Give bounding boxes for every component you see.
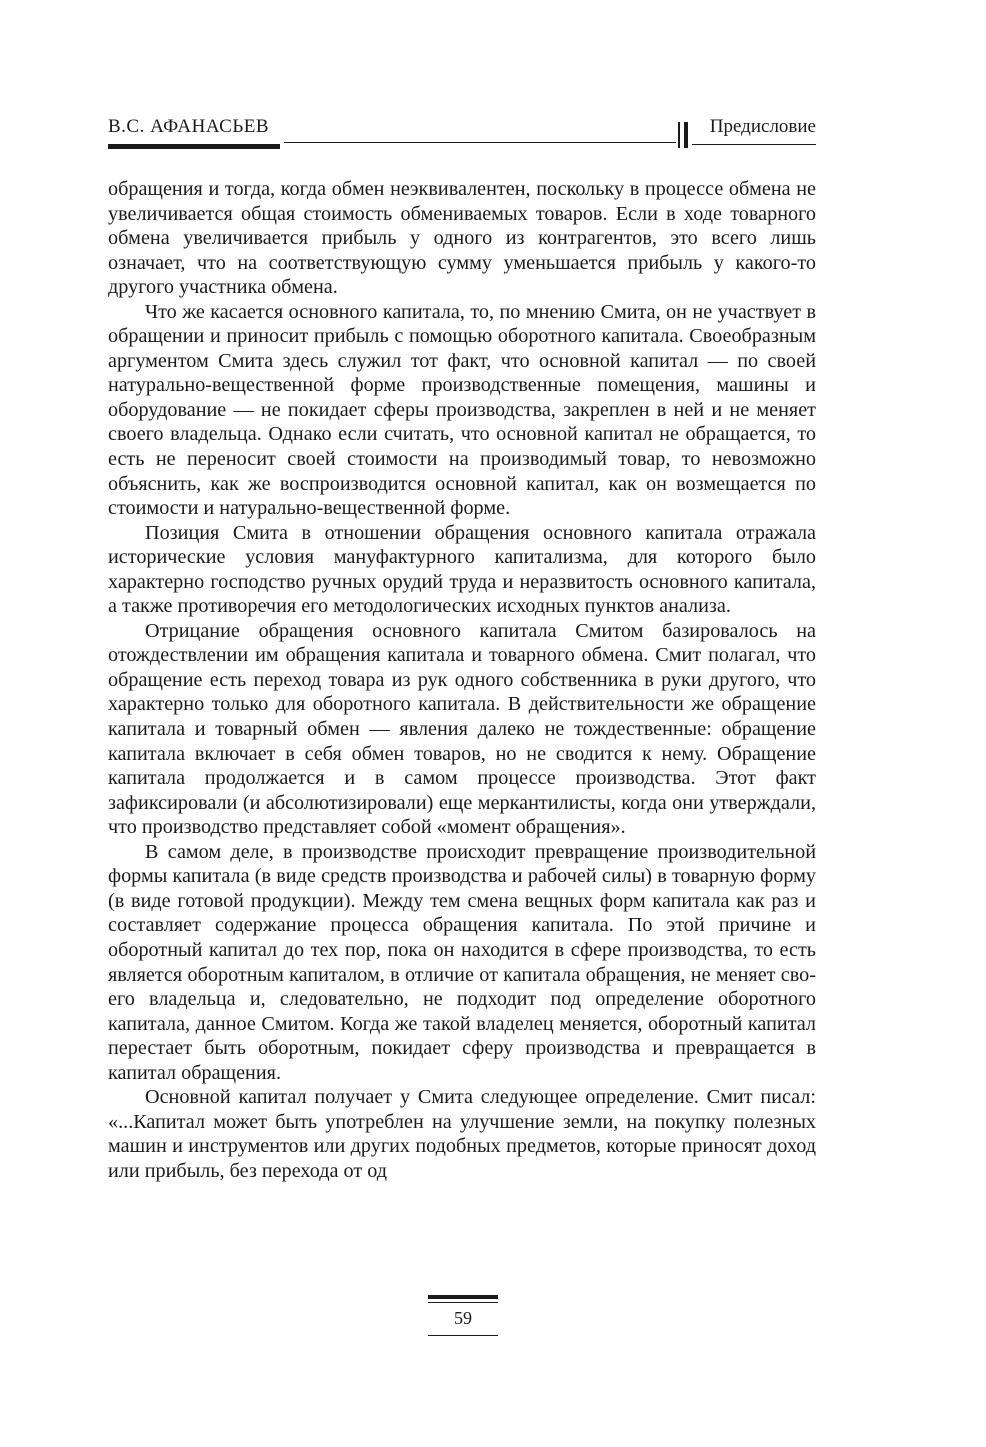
page-folio [428, 1295, 498, 1341]
paragraph-1: обращения и тогда, когда обмен неэквивалентен, поскольку в процессе обмена не увеличивается общая стоимость обмениваемых товаров. Если в ходе товарного обмена увеличивается прибыль у одного из контрагентов, это всего лишь означает, что на соответствующую сумму уменьшается прибыль у какого-то другого участника обмена. [108, 178, 816, 299]
running-header [108, 112, 816, 156]
paragraph-3: Позиция Смита в отношении обращения основного капитала отражала исторические условия мануфактурного капитализма, для которого было характерно господство ручных орудий труда и неразвитость основного капитала, а также противоречия его методологических исходных пунктов анализа. [108, 521, 816, 618]
running-header-section-title: Предисловие [709, 116, 816, 137]
folio-rule-thin [428, 1302, 498, 1303]
header-rule [284, 142, 676, 143]
header-section-underline [692, 144, 816, 145]
paragraph-2: Что же касается основного капитала, то, по мнению Смита, он не участвует в обращении и приносит прибыль с помощью оборотного капитала. Своеобразным аргументом Смита здесь служил тот факт, что основной капитал — по своей натурально-вещественной форме производственные помещения, машины и оборудование — не покидает сферы производства, закреплен в ней и не меняет своего владельца. Однако если считать, что основной капитал не обращается, то есть не переносит своей стоимости на производимый товар, то невозможно объяснить, как же воспроизводится основной капитал, как он возмещается по стоимости и натурально-вещественной форме. [108, 300, 816, 520]
page-number: 59 [454, 1308, 472, 1328]
header-divider-thin [678, 122, 680, 148]
header-author-underline [108, 144, 280, 149]
paragraph-4: Отрицание обращения основного капитала Смитом базировалось на отождествлении им обращения капитала и товарного обмена. Смит полагал, что обращение есть переход товара из рук одного собственника в руки другого, что характерно только для оборотного капитала. В действительности же обращение капитала и товарный обмен — явления далеко не тождественные: обращение капитала включает в себя обмен товаров, но не сводится к нему. Обращение капитала продолжается и в самом процессе производства. Этот факт зафиксировали (и абсолютизировали) еще меркантилисты, когда они утверждали, что производство представляет собой «момент обращения». [108, 619, 816, 839]
folio-rule-thick [428, 1295, 498, 1299]
paragraph-5: В самом деле, в производстве происходит превращение производительной формы капитала (в виде средств производства и рабочей силы) в товарную форму (в виде готовой продукции). Между тем смена вещных форм капитала как раз и составляет содержание процесса обращения капитала. По этой причине и оборотный капитал до тех пор, пока он находится в сфере производства, то есть является оборотным капиталом, в отличие от капитала обращения, не меняет своего владельца и, следовательно, не подходит под определение оборотного капитала, данное Смитом. Когда же такой владелец меняется, оборотный капитал перестает быть оборотным, покидает сферу производства и превращается в капитал обращения. [108, 840, 816, 1084]
header-divider-thick [684, 122, 688, 148]
running-header-author: В.С. АФАНАСЬЕВ [108, 116, 270, 137]
paragraph-6: Основной капитал получает у Смита следующее определение. Смит писал: «...Капитал может быть употреблен на улучшение земли, на покупку полезных машин и инструментов или других подобных предметов, которые приносят доход или прибыль, без перехода от од [108, 1086, 816, 1182]
body-text [108, 177, 816, 1183]
folio-rule-bottom [428, 1335, 498, 1336]
